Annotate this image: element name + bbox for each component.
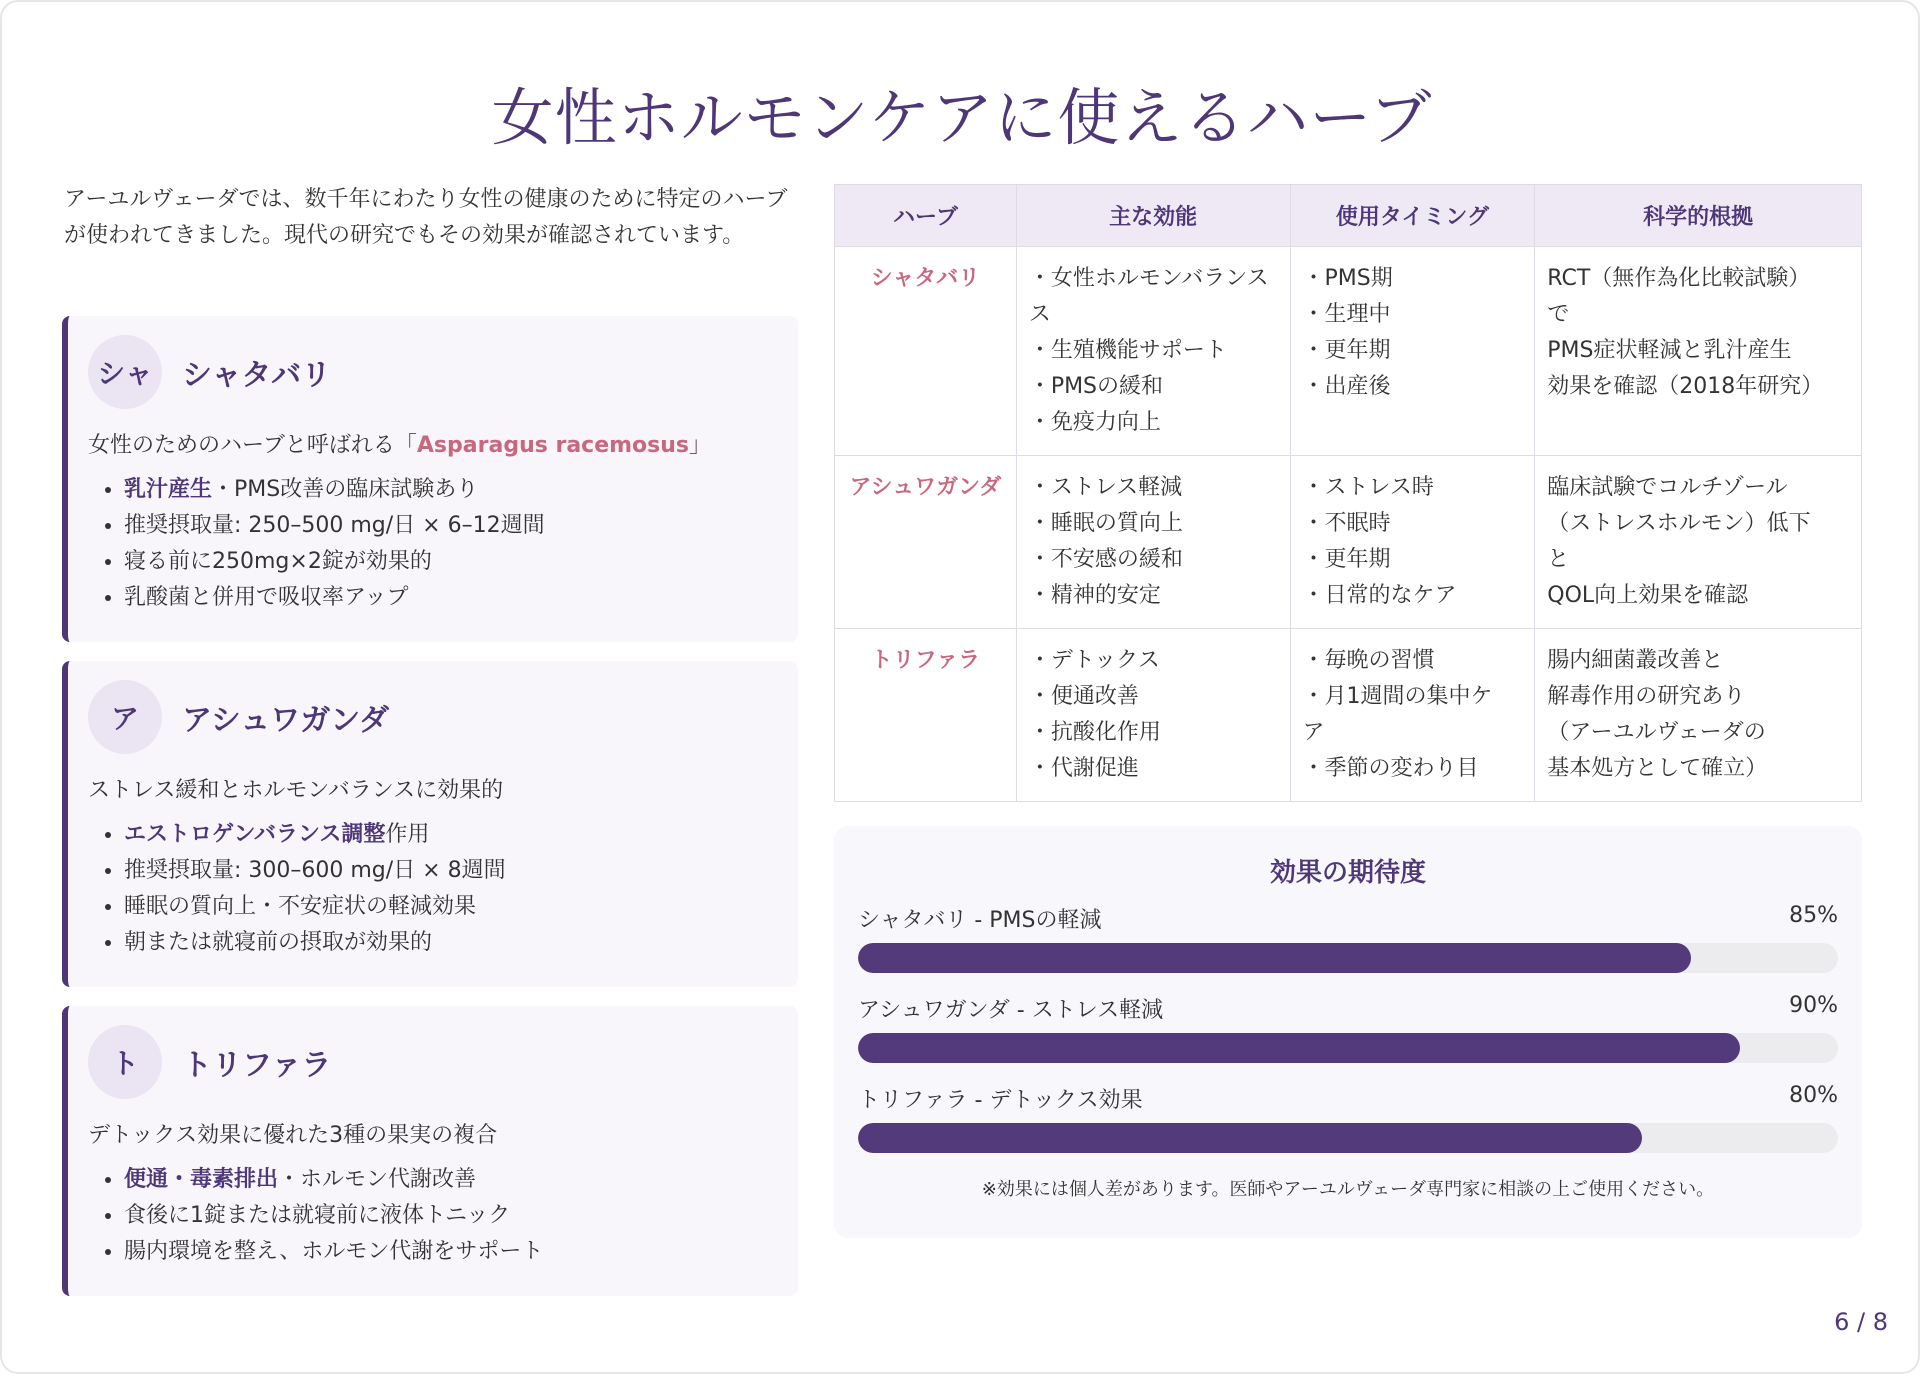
table-cell-effects: ・デトックス ・便通改善 ・抗酸化作用 ・代謝促進 [1016, 629, 1290, 802]
list-item: • 推奨摂取量: 300–600 mg/日 × 8週間 [124, 853, 778, 889]
progress-row [858, 1069, 1838, 1159]
herb-avatar: ト [88, 1025, 162, 1099]
herb-name: シャタバリ [182, 358, 332, 393]
list-item: • 寝る前に250mg×2錠が効果的 [124, 544, 778, 580]
progress-value: 80% [1789, 1083, 1838, 1108]
list-item: • 推奨摂取量: 250–500 mg/日 × 6–12週間 [124, 508, 778, 544]
table-cell-timing: ・毎晩の習慣 ・月1週間の集中ケ ア ・季節の変わり目 [1290, 629, 1535, 802]
herb-name: トリファラ [182, 1048, 332, 1083]
column-header: 主な効能 [1016, 185, 1290, 247]
progress-row [858, 979, 1838, 1069]
table-cell-herb: アシュワガンダ [835, 456, 1017, 629]
list-item: • 便通・毒素排出・ホルモン代謝改善 [124, 1162, 778, 1198]
progress-label: シャタバリ - PMSの軽減 [858, 908, 1102, 933]
table-cell-evidence: 臨床試験でコルチゾール （ストレスホルモン）低下 と QOL向上効果を確認 [1535, 456, 1862, 629]
table-cell-evidence: 腸内細菌叢改善と 解毒作用の研究あり （アーユルヴェーダの 基本処方として確立） [1535, 629, 1862, 802]
latin-name: Asparagus racemosus [416, 433, 690, 458]
progress-row [858, 889, 1838, 979]
column-header: ハーブ [835, 185, 1017, 247]
progress-track [858, 943, 1838, 973]
table-row [835, 456, 1862, 629]
herb-points [88, 472, 778, 616]
column-header: 使用タイミング [1290, 185, 1535, 247]
herb-name: アシュワガンダ [182, 703, 389, 738]
list-item: • エストロゲンバランス調整作用 [124, 817, 778, 853]
progress-fill [858, 1123, 1642, 1153]
list-item: • 食後に1錠または就寝前に液体トニック [124, 1198, 778, 1234]
progress-track [858, 1123, 1838, 1153]
intro-text: アーユルヴェーダでは、数千年にわたり女性の健康のために特定のハーブが使われてきました。現代の研究でもその効果が確認されています。 [64, 187, 788, 248]
table-cell-evidence: RCT（無作為化比較試験） で PMS症状軽減と乳汁産生 効果を確認（2018年研究） [1535, 247, 1862, 456]
table-cell-effects: ・ストレス軽減 ・睡眠の質向上 ・不安感の緩和 ・精神的安定 [1016, 456, 1290, 629]
progress-label: アシュワガンダ - ストレス軽減 [858, 998, 1164, 1023]
herb-card-ashwagandha [62, 661, 798, 987]
effect-panel [834, 826, 1862, 1238]
progress-fill [858, 943, 1691, 973]
herb-description: ストレス緩和とホルモンバランスに効果的 [88, 778, 504, 803]
table-cell-herb: シャタバリ [835, 247, 1017, 456]
page-number: 6 / 8 [1834, 1308, 1888, 1336]
progress-track [858, 1033, 1838, 1063]
herb-card-shatavari [62, 316, 798, 642]
table-cell-timing: ・ストレス時 ・不眠時 ・更年期 ・日常的なケア [1290, 456, 1535, 629]
herb-avatar: シャ [88, 335, 162, 409]
progress-value: 85% [1789, 903, 1838, 928]
column-header: 科学的根拠 [1535, 185, 1862, 247]
disclaimer-note: ※効果には個人差があります。医師やアーユルヴェーダ専門家に相談の上ご使用ください。 [981, 1179, 1715, 1200]
list-item: • 朝または就寝前の摂取が効果的 [124, 925, 778, 961]
effect-title: 効果の期待度 [1269, 858, 1426, 888]
herb-points [88, 1162, 778, 1270]
table-row [835, 247, 1862, 456]
table-cell-timing: ・PMS期 ・生理中 ・更年期 ・出産後 [1290, 247, 1535, 456]
list-item: • 乳酸菌と併用で吸収率アップ [124, 580, 778, 616]
table-row [835, 629, 1862, 802]
progress-fill [858, 1033, 1740, 1063]
progress-value: 90% [1789, 993, 1838, 1018]
list-item: • 腸内環境を整え、ホルモン代謝をサポート [124, 1234, 778, 1270]
list-item: • 乳汁産生・PMS改善の臨床試験あり [124, 472, 778, 508]
progress-label: トリファラ - デトックス効果 [858, 1088, 1143, 1113]
herb-description: 女性のためのハーブと呼ばれる「Asparagus racemosus」 [88, 433, 712, 458]
table-header-row [835, 185, 1862, 247]
table-cell-effects: ・女性ホルモンバランス ス ・生殖機能サポート ・PMSの緩和 ・免疫力向上 [1016, 247, 1290, 456]
list-item: • 睡眠の質向上・不安症状の軽減効果 [124, 889, 778, 925]
table-cell-herb: トリファラ [835, 629, 1017, 802]
page-title: 女性ホルモンケアに使えるハーブ [491, 81, 1433, 154]
herb-comparison-table [834, 184, 1862, 802]
herb-description: デトックス効果に優れた3種の果実の複合 [88, 1123, 498, 1148]
herb-card-triphala [62, 1006, 798, 1296]
herb-points [88, 817, 778, 961]
herb-avatar: ア [88, 680, 162, 754]
